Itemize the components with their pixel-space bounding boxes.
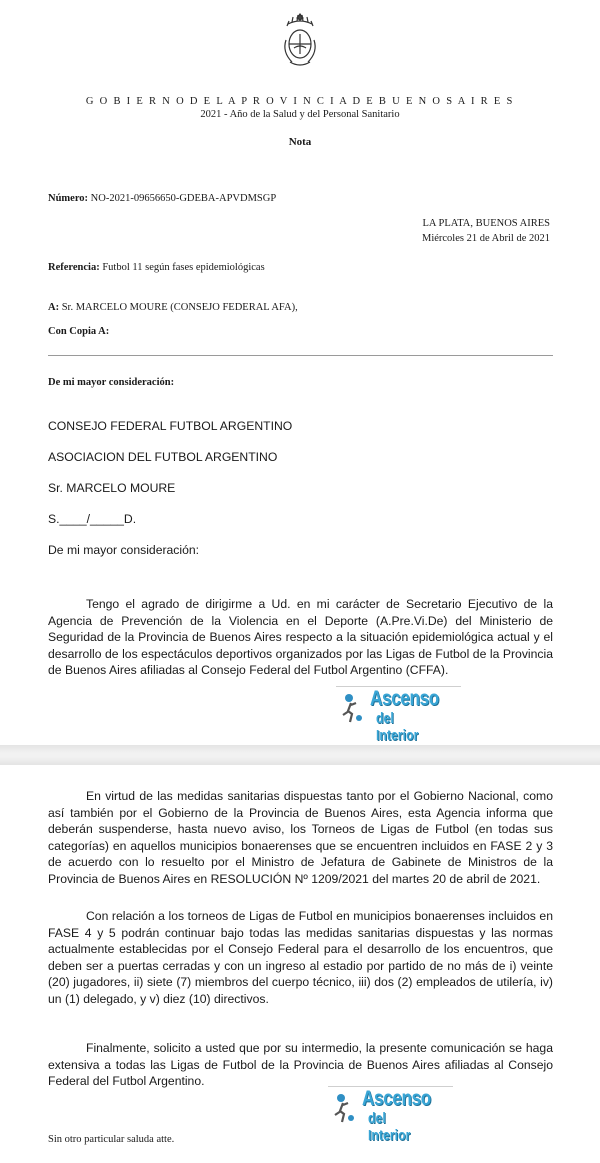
numero-value: NO-2021-09656650-GDEBA-APVDMSGP: [90, 193, 277, 204]
referencia-value: Futbol 11 según fases epidemiológicas: [102, 262, 265, 273]
addressee-1: CONSEJO FEDERAL FUTBOL ARGENTINO: [48, 419, 293, 433]
paragraph-2: [48, 788, 553, 887]
coat-of-arms-icon: [280, 10, 320, 72]
watermark-line2: del Interior: [368, 1110, 411, 1144]
greeting: De mi mayor consideración:: [48, 543, 200, 557]
document-type: Nota: [288, 136, 312, 148]
paragraph-3: [48, 908, 553, 1007]
recipient: [48, 302, 298, 313]
paragraph-4-text: Finalmente, solicito a usted que por su intermedio, la presente comunicación se haga extensiva a todas las Ligas de Futbol de la Provincia de Buenos Aires afiliadas al Consejo Federal del Futbol Argentino.: [48, 1041, 553, 1088]
watermark-line1: Ascenso: [362, 1087, 431, 1110]
date: Miércoles 21 de Abril de 2021: [421, 233, 550, 244]
government-title: G O B I E R N O D E L A P R O V I N C I A D E B U E N O S A I R E S: [85, 96, 515, 107]
paragraph-2-text: En virtud de las medidas sanitarias dispuestas tanto por el Gobierno Nacional, como así también por el Gobierno de la Provincia de Buenos Aires, esta Agencia informa que deberán suspenderse, hasta nuevo aviso, los Torneos de Ligas de Futbol (en todas sus categorías) en aquellos municipios bonaerenses que se encuentren incluidos en FASE 2 y 3 de acuerdo con lo resuelto por el Ministro de Jefatura de Gabinete de Ministros de la Provincia de Buenos Aires en RESOLUCIÓN Nº 1209/2021 del martes 20 de abril de 2021.: [48, 789, 553, 886]
referencia-label: Referencia:: [48, 262, 100, 273]
watermark-line1: Ascenso: [370, 687, 439, 710]
cc: [48, 326, 109, 337]
document-number: [48, 193, 276, 204]
to-value: Sr. MARCELO MOURE (CONSEJO FEDERAL AFA),: [61, 302, 298, 313]
divider: [48, 355, 553, 356]
place: LA PLATA, BUENOS AIRES: [422, 218, 550, 229]
watermark-line2: del Interior: [376, 710, 419, 744]
greeting-heading-text: De mi mayor consideración:: [48, 377, 175, 388]
addressee-3: Sr. MARCELO MOURE: [48, 481, 176, 495]
to-label: A:: [48, 302, 60, 313]
paragraph-4: [48, 1040, 553, 1090]
paragraph-1: [48, 596, 553, 679]
numero-label: Número:: [48, 193, 89, 204]
reference: [48, 262, 265, 273]
footballer-icon: [334, 1093, 356, 1123]
sd-line: S.____/_____D.: [48, 512, 137, 526]
closing-line: Sin otro particular saluda atte.: [48, 1134, 175, 1145]
paragraph-3-text: Con relación a los torneos de Ligas de Futbol en municipios bonaerenses incluidos en FASE 4 y 5 podrán continuar bajo todas las medidas sanitarias dispuestas y las normas actualmente establecidas por el Consejo Federal para el desarrollo de los encuentros, que deben ser a puertas cerradas y con un ingreso al estadio por partido de no más de i) veinte (20) jugadores, ii) siete (7) miembros del cuerpo técnico, iii) dos (2) empleados de utilería, iv) un (1) delegado, y v) diez (10) directivos.: [48, 909, 553, 1006]
year-motto: 2021 - Año de la Salud y del Personal Sanitario: [200, 109, 400, 120]
page-break: [0, 745, 600, 765]
paragraph-1-text: Tengo el agrado de dirigirme a Ud. en mi carácter de Secretario Ejecutivo de la Agencia de Prevención de la Violencia en el Deporte (A.Pre.Vi.De) del Ministerio de Seguridad de la Provincia de Buenos Aires respecto a la situación epidemiológica actual y el desarrollo de los espectáculos deportivos organizados por las Ligas de Futbol de la Provincia de Buenos Aires afiliadas al Consejo Federal del Futbol Argentino (CFFA).: [48, 597, 553, 677]
footballer-icon: [342, 693, 364, 723]
cc-label: Con Copia A:: [48, 326, 110, 337]
greeting-heading: [48, 377, 174, 388]
addressee-2: ASOCIACION DEL FUTBOL ARGENTINO: [48, 450, 278, 464]
